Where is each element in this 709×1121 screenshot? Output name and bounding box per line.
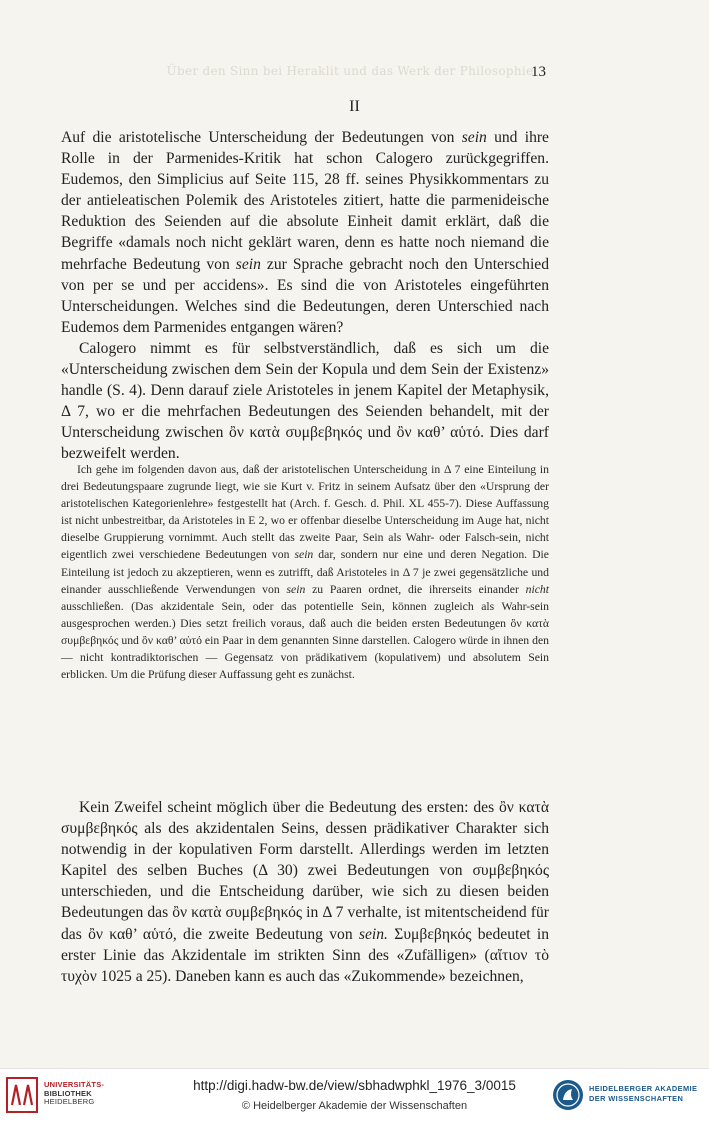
library-line-1: UNIVERSITÄTS-: [44, 1080, 105, 1089]
body-text-bottom: [61, 797, 549, 987]
footnote-block: [61, 461, 549, 683]
bleed-through-text: Über den Sinn bei Heraklit und das Werk der Philosophie: [166, 64, 534, 78]
academy-seal-icon: [552, 1079, 584, 1111]
copyright-notice: © Heidelberger Akademie der Wissenschaften: [241, 1100, 468, 1112]
text-run: Συμβεβηκός bedeutet in erster Linie das Akzidentale im strikten Sinn des «Zufälligen» (αἴτιον τὸ τυχὸν 1025 a 25). Daneben kann es auch das «Zukommende» bezeichnen,: [61, 925, 549, 985]
footnote-paragraph: [61, 461, 549, 683]
text-run: dar, sondern nur eine und deren Negation. Die Einteilung ist jedoch zu akzeptieren, wenn es zutrifft, daß Aristoteles in Δ 7 je zwei gegensätzliche und einander ausschließende Verwendungen von: [61, 548, 549, 596]
library-line-2: BIBLIOTHEK: [44, 1088, 92, 1098]
emphasized-text: sein: [461, 129, 487, 146]
footer-bar: [0, 1068, 709, 1121]
text-run: Ich gehe im folgenden davon aus, daß der aristotelischen Unterscheidung in Δ 7 eine Einteilung in drei Bedeutungspaare zugrunde liegt, wie sie Kurt v. Fritz in seinem Aufsatz über den «Ursprung der aristotelischen Kategorienlehre» festgestellt hat (Arch. f. Gesch. d. Phil. XL 455-7). Diese Auffassung ist nicht unbestreitbar, da Aristoteles in E 2, wo er offenbar dieselbe Unterscheidung im Auge hat, nicht dieselbe Gruppierung vornimmt. Auch stellt das zweite Paar, Sein als Wahr- oder Falsch-sein, nicht eigentlich zwei verschiedene Bedeutungen von: [61, 463, 549, 562]
body-text-top: [61, 127, 549, 465]
emphasized-text: sein: [235, 255, 261, 273]
text-run: Calogero nimmt es für selbstverständlich, daß es sich um die «Unterscheidung zwischen dem Sein der Kopula und dem Sein der Existenz» handle (S. 4). Denn darauf ziele Aristoteles in jenem Kapitel der Metaphysik, Δ 7, wo er die mehrfachen Bedeutungen des Seienden behandelt, mit der Unterscheidung zwischen ὂν κατὰ συμβεβηκός und ὂν καθ’ αὑτό. Dies darf bezweifelt werden.: [61, 339, 549, 463]
paragraph: [61, 797, 549, 987]
page-number: 13: [531, 64, 546, 80]
text-run: ausschließen. (Das akzidentale Sein, oder das potentielle Sein, können zugleich als Wahr-sein ausgesprochen werden.) Dies setzt freilich voraus, daß auch die beiden ersten Bedeutungen ὂν κατὰ συμβεβηκός und ὂν καθ’ αὑτό ein Paar in dem genannten Sinne darstellen. Calogero würde in ihnen den — nicht kontradiktorischen — Gegensatz von prädikativem (kopulativem) und absolutem Sein erblicken. Um die Prüfung dieser Auffassung geht es zunächst.: [61, 599, 549, 682]
emphasized-text: sein: [294, 548, 314, 562]
text-run: Auf die aristotelische Unterscheidung der Bedeutungen von: [61, 129, 462, 146]
academy-line-1: HEIDELBERGER AKADEMIE: [589, 1084, 698, 1093]
section-title: II: [349, 98, 360, 115]
academy-line-2: DER WISSENSCHAFTEN: [589, 1094, 684, 1103]
emphasized-text: nicht: [525, 582, 549, 596]
text-run: zu Paaren ordnet, die ihrerseits einander: [305, 582, 526, 596]
paragraph: [61, 338, 549, 465]
paragraph: [61, 127, 549, 338]
emphasized-text: sein: [286, 582, 306, 596]
permalink-url[interactable]: http://digi.hadw-bw.de/view/sbhadwphkl_1976_3/0015: [193, 1078, 516, 1093]
text-run: und ihre Rolle in der Parmenides-Kritik hat schon Calogero zurückgegriffen. Eudemos, den Simplicius auf Seite 115, 28 ff. seines Physikkommentars zu der antieleatischen Polemik des Aristoteles zitiert, hatte die parmenideische Reduktion des Seienden auf die absolute Einheit damit erklärt, daß die Begriffe «damals noch nicht geklärt waren, denn es hatte noch niemand die mehrfache Bedeutung von: [61, 129, 549, 273]
text-run: Kein Zweifel scheint möglich über die Bedeutung des ersten: des ὂν κατὰ συμβεβηκός als des akzidentalen Seins, dessen prädikativer Charakter sich notwendig in der kopulativen Form darstellt. Allerdings werden im letzten Kapitel des selben Buches (Δ 30) zwei Bedeutungen von συμβεβηκός unterschieden, und die Entscheidung darüber, wie sich zu diesen beiden Bedeutungen das ὂν κατὰ συμβεβηκός in Δ 7 verhalte, ist mitentscheidend für das ὂν καθ’ αὑτό, die zweite Bedeutung von: [61, 799, 549, 943]
library-line-3: HEIDELBERG: [44, 1097, 95, 1106]
text-run: zur Sprache gebracht noch den Unterschied von per se und per accidens». Es sind die von Aristoteles eingeführten Unterscheidungen. Welches sind die Bedeutungen, deren Unterschied nach Eudemos dem Parmenides entgangen wären?: [61, 255, 549, 336]
emphasized-text: sein.: [358, 925, 388, 943]
academy-name: [589, 1084, 697, 1104]
